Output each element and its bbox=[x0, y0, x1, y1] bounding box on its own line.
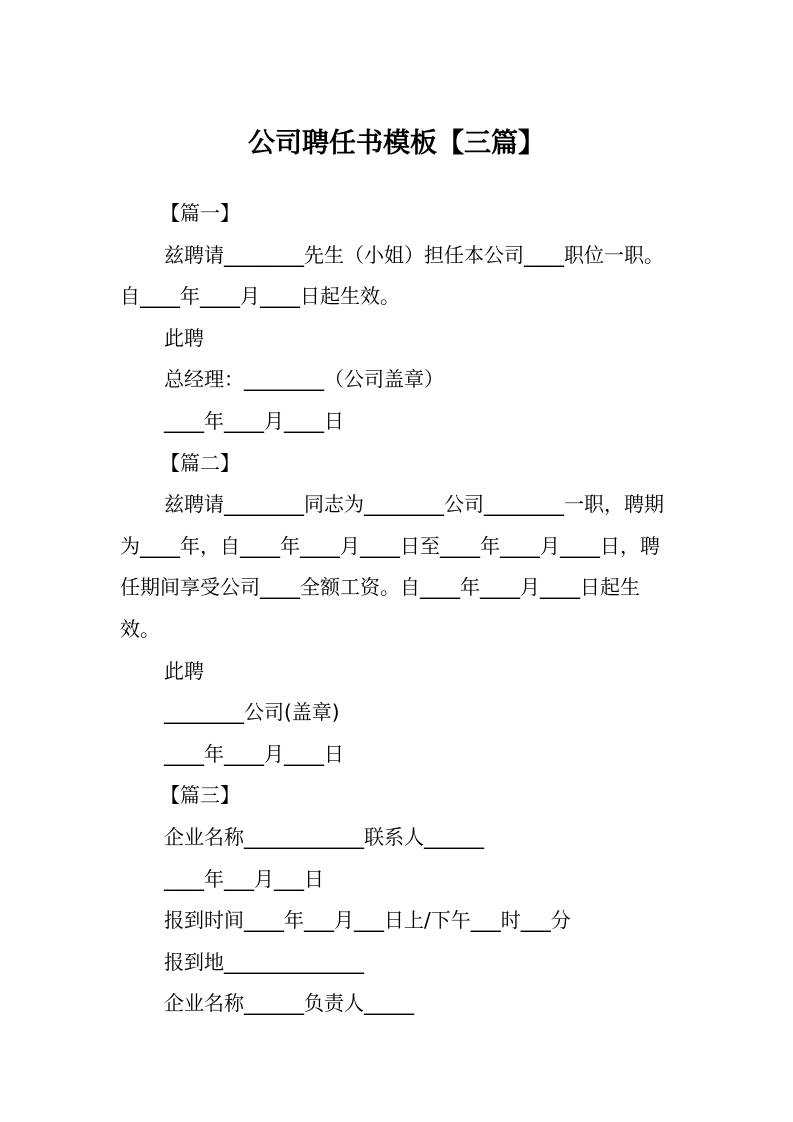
date-line-1: ____年____月____日 bbox=[164, 408, 344, 433]
signature-line-1: 总经理：________（公司盖章） bbox=[164, 367, 444, 392]
company-manager-line: 企业名称______负责人_____ bbox=[164, 991, 414, 1016]
appointment-paragraph-1: 兹聘请________先生（小姐）担任本公司____职位一职。自____年____月____日起生效。 bbox=[120, 242, 664, 309]
closing-text-1: 此聘 bbox=[164, 325, 204, 350]
appointment-paragraph-2: 兹聘请________同志为________公司________一职，聘期为____年，自____年____月____日至____年____月____日，聘任期间享受公司____全额工资。自____年____月____日起生效。 bbox=[120, 492, 664, 641]
company-seal-line-2: ________公司(盖章) bbox=[164, 700, 340, 725]
section-heading-1: 【篇一】 bbox=[160, 201, 240, 225]
document-body bbox=[120, 193, 676, 1025]
section-heading-3: 【篇三】 bbox=[160, 783, 240, 808]
document-title: 公司聘任书模板【三篇】 bbox=[248, 128, 545, 159]
closing-text-2: 此聘 bbox=[164, 658, 204, 683]
report-time-line: 报到时间____年___月___日上/下午___时___分 bbox=[164, 908, 571, 933]
company-contact-line: 企业名称____________联系人______ bbox=[164, 824, 484, 849]
section-heading-2: 【篇二】 bbox=[160, 450, 240, 475]
date-line-3: ____年___月___日 bbox=[164, 866, 324, 891]
date-line-2: ____年____月____日 bbox=[164, 741, 344, 766]
report-location-line: 报到地______________ bbox=[164, 949, 364, 974]
